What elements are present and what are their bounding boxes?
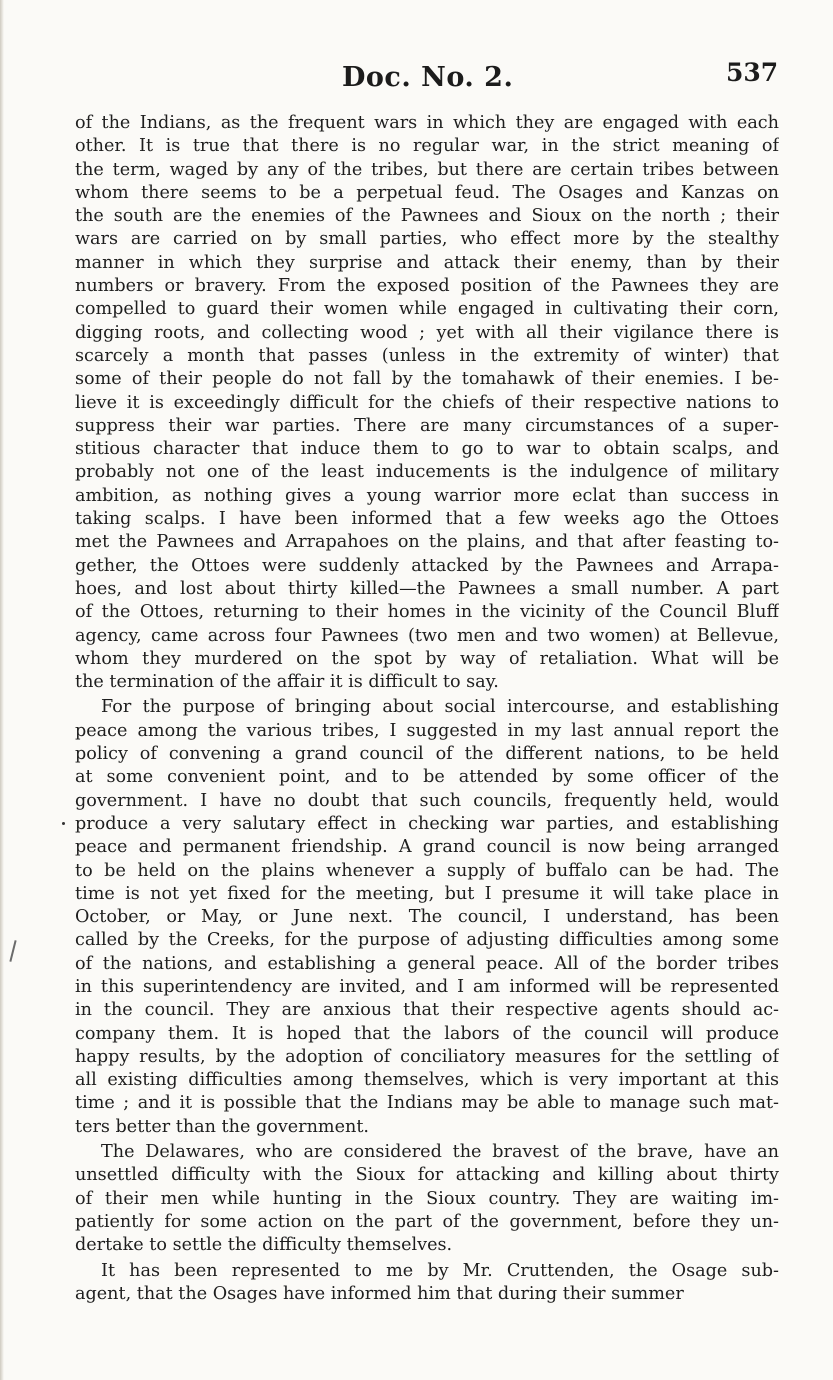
text-line: digging roots, and collecting wood ; yet with all their vigilance there is — [75, 322, 779, 343]
text-line: manner in which they surprise and attack their enemy, than by their — [75, 252, 779, 273]
text-line: hoes, and lost about thirty killed—the Pawnees a small number. A part — [75, 578, 779, 599]
page-edge-shadow — [0, 0, 4, 1380]
text-line: The Delawares, who are considered the bravest of the brave, have an — [101, 1142, 779, 1163]
text-line: in the council. They are anxious that their respective agents should ac- — [75, 1000, 779, 1021]
text-line: agent, that the Osages have informed him that during their summer — [75, 1283, 684, 1304]
text-line: October, or May, or June next. The council, I understand, has been — [75, 907, 779, 928]
text-line: policy of convening a grand council of the different nations, to be held — [75, 744, 779, 765]
margin-ink-dot — [62, 822, 65, 825]
text-line: company them. It is hoped that the labors of the council will produce — [75, 1023, 779, 1044]
text-line: taking scalps. I have been informed that a few weeks ago the Ottoes — [75, 509, 779, 530]
text-line: It has been represented to me by Mr. Cruttenden, the Osage sub- — [101, 1260, 779, 1281]
text-line: met the Pawnees and Arrapahoes on the plains, and that after feasting to- — [75, 532, 779, 553]
text-line: numbers or bravery. From the exposed position of the Pawnees they are — [75, 276, 779, 297]
text-line: the termination of the affair it is difficult to say. — [75, 672, 499, 693]
margin-pencil-mark — [9, 940, 16, 962]
text-line: agency, came across four Pawnees (two men and two women) at Bellevue, — [75, 625, 779, 646]
text-line: lieve it is exceedingly difficult for the chiefs of their respective nations to — [75, 392, 779, 413]
text-line: in this superintendency are invited, and I am informed will be represented — [75, 976, 779, 997]
text-line: to be held on the plains whenever a supply of buffalo can be had. The — [75, 860, 779, 881]
text-line: produce a very salutary effect in checking war parties, and establishing — [75, 813, 779, 834]
text-line: peace among the various tribes, I suggested in my last annual report the — [75, 720, 779, 741]
text-line: of the Indians, as the frequent wars in which they are engaged with each — [75, 113, 779, 133]
document-title: Doc. No. 2. — [342, 62, 514, 93]
text-line: suppress their war parties. There are many circumstances of a super- — [75, 415, 779, 436]
text-line: of the nations, and establishing a general peace. All of the border tribes — [75, 953, 779, 974]
text-line: other. It is true that there is no regular war, in the strict meaning of — [75, 136, 779, 157]
text-line: called by the Creeks, for the purpose of adjusting difficulties among some — [75, 930, 779, 951]
text-line: the term, waged by any of the tribes, but there are certain tribes between — [75, 159, 779, 180]
text-line: stitious character that induce them to go to war to obtain scalps, and — [75, 439, 779, 460]
text-line: wars are carried on by small parties, who effect more by the stealthy — [75, 229, 779, 250]
text-line: whom there seems to be a perpetual feud. The Osages and Kanzas on — [75, 182, 779, 203]
body-text — [75, 112, 779, 1306]
text-line: For the purpose of bringing about social intercourse, and establishing — [101, 697, 779, 718]
text-line: of the Ottoes, returning to their homes in the vicinity of the Council Bluff — [75, 602, 779, 623]
paragraph — [75, 1260, 779, 1307]
text-line: all existing difficulties among themselves, which is very important at this — [75, 1070, 779, 1091]
text-line: happy results, by the adoption of conciliatory measures for the settling of — [75, 1046, 779, 1067]
text-line: patiently for some action on the part of the government, before they un- — [75, 1211, 779, 1232]
text-line: peace and permanent friendship. A grand council is now being arranged — [75, 837, 779, 858]
text-line: whom they murdered on the spot by way of retaliation. What will be — [75, 648, 779, 669]
paragraph — [75, 1141, 779, 1257]
text-line: government. I have no doubt that such councils, frequently held, would — [75, 790, 779, 811]
text-line: time is not yet fixed for the meeting, but I presume it will take place in — [75, 883, 779, 904]
text-line: some of their people do not fall by the tomahawk of their enemies. I be- — [75, 369, 779, 390]
text-line: probably not one of the least inducements is the indulgence of military — [75, 462, 779, 483]
paragraph — [75, 696, 779, 1139]
page-number: 537 — [726, 58, 779, 87]
running-header — [0, 58, 833, 102]
text-line: the south are the enemies of the Pawnees and Sioux on the north ; their — [75, 206, 779, 227]
text-line: ters better than the government. — [75, 1116, 369, 1137]
text-line: time ; and it is possible that the Indians may be able to manage such mat- — [75, 1093, 779, 1114]
paragraph — [75, 112, 779, 694]
text-line: unsettled difficulty with the Sioux for attacking and killing about thirty — [75, 1165, 779, 1186]
text-line: at some convenient point, and to be attended by some officer of the — [75, 767, 779, 788]
text-line: compelled to guard their women while engaged in cultivating their corn, — [75, 299, 779, 320]
text-line: scarcely a month that passes (unless in the extremity of winter) that — [75, 345, 779, 366]
text-line: ambition, as nothing gives a young warrior more eclat than success in — [75, 485, 779, 506]
text-line: of their men while hunting in the Sioux country. They are waiting im- — [75, 1188, 779, 1209]
text-line: gether, the Ottoes were suddenly attacked by the Pawnees and Arrapa- — [75, 555, 779, 576]
text-line: dertake to settle the difficulty themselves. — [75, 1235, 453, 1256]
